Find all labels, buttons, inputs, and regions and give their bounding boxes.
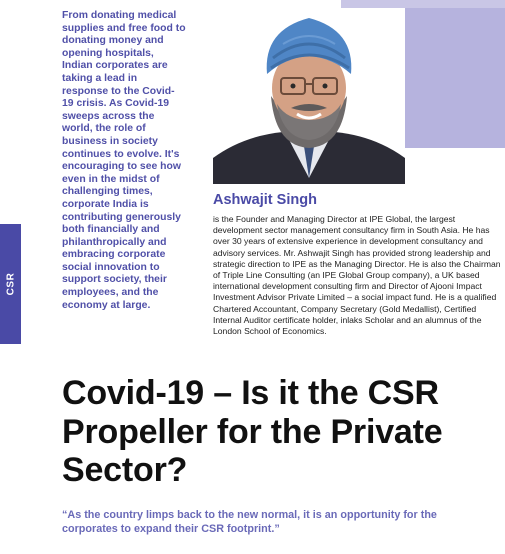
author-bio: is the Founder and Managing Director at IPE Global, the largest development sector management consultancy firm in South Asia. He has over 30 years of extensive experience in development consultancy and advisory services. Mr. Ashwajit Singh has provided strong leadership and strategic direction to IPE as the Managing Director. He is also the Chairman of Triple Line Consulting (an IPE Global Group company), a UK based international development consulting firm and Director of Ajooni Impact Investment Advisor Private Limited – a social impact fund. He is a qualified Chartered Accountant, Company Secretary (Gold Medallist), Certified Internal Auditor certificate holder, inlaks Scholar and an alumnus of the London School of Economics. xyxy=(213,214,501,337)
section-tab xyxy=(0,224,21,344)
author-portrait xyxy=(213,8,405,184)
article-headline: Covid-19 – Is it the CSR Propeller for the Private Sector? xyxy=(62,374,443,489)
decorative-lavender-block xyxy=(405,8,505,148)
author-portrait-illustration xyxy=(213,8,405,184)
pull-quote: “As the country limps back to the new normal, it is an opportunity for the corporates to expand their CSR footprint.” xyxy=(62,509,437,535)
decorative-top-bar xyxy=(341,0,505,8)
intro-text: From donating medical supplies and free food to donating money and opening hospitals, Indian corporates are taking a lead in response to the Covid-19 crisis. As Covid-19 sweeps across the world, the role of business in society continues to evolve. It's encouraging to see how even in the midst of challenging times, corporate India is contributing generously both financially and philanthropically and embracing corporate social innovation to support society, their employees, and the economy at large. xyxy=(62,10,186,311)
section-tab-label: CSR xyxy=(5,272,16,296)
author-name: Ashwajit Singh xyxy=(213,192,317,208)
